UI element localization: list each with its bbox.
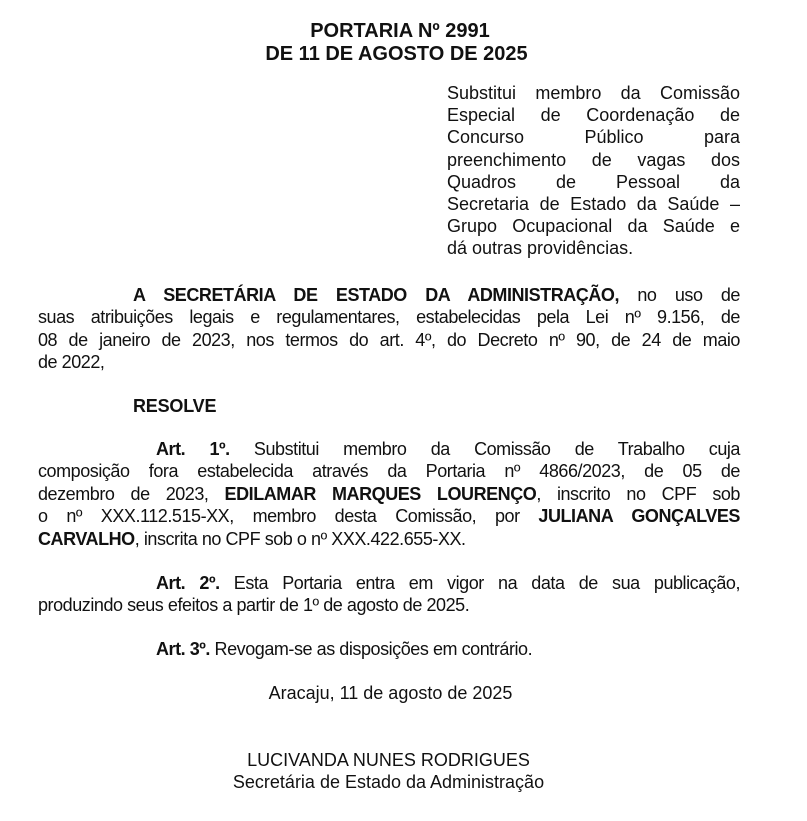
- article-2: [38, 572, 740, 617]
- city-date: Aracaju, 11 de agosto de 2025: [268, 683, 513, 703]
- preamble-text: de 2022,: [38, 352, 105, 373]
- resolve-heading: RESOLVE: [133, 396, 217, 416]
- ementa-line: Concurso Público para: [447, 127, 740, 148]
- ementa-line: preenchimento de vagas dos: [447, 149, 740, 170]
- article-text: Substitui membro da Comissão de Trabalho cuja: [229, 439, 740, 459]
- article-text: , inscrito no CPF sob: [536, 483, 740, 504]
- article-text: produzindo seus efeitos a partir de 1º de agosto de 2025.: [38, 595, 470, 616]
- article-3: [38, 638, 740, 660]
- outgoing-member-name: EDILAMAR MARQUES LOURENÇO: [224, 483, 537, 504]
- article-text: o nº XXX.112.515-XX, membro desta Comissão, por: [38, 506, 539, 527]
- signer-name: LUCIVANDA NUNES RODRIGUES: [247, 750, 530, 770]
- preamble-text: 08 de janeiro de 2023, nos termos do art. 4º, do Decreto nº 90, de 24 de maio: [38, 329, 740, 350]
- article-label: Art. 1º.: [156, 439, 230, 459]
- document-date-title: DE 11 DE AGOSTO DE 2025: [265, 43, 528, 65]
- ementa-line: Especial de Coordenação de: [447, 105, 740, 126]
- ementa-line: Substitui membro da Comissão: [447, 83, 740, 103]
- article-text: Revogam-se as disposições em contrário.: [210, 639, 533, 659]
- authority-name: A SECRETÁRIA DE ESTADO DA ADMINISTRAÇÃO,: [133, 285, 620, 305]
- signer-role: Secretária de Estado da Administração: [232, 772, 545, 792]
- article-label: Art. 3º.: [156, 639, 210, 659]
- ementa-line: dá outras providências.: [447, 238, 634, 259]
- preamble-text: no uso de: [619, 285, 740, 305]
- preamble-text: suas atribuições legais e regulamentares, estabelecidas pela Lei nº 9.156, de: [38, 307, 740, 328]
- ementa-line: Secretaria de Estado da Saúde –: [447, 194, 740, 215]
- ementa: [447, 82, 740, 260]
- ementa-line: Quadros de Pessoal da: [447, 171, 740, 192]
- preamble-paragraph: [38, 284, 740, 374]
- incoming-member-name: JULIANA GONÇALVES: [538, 506, 740, 527]
- article-text: dezembro de 2023,: [38, 483, 225, 504]
- incoming-member-name: CARVALHO: [38, 528, 135, 549]
- document-title: PORTARIA Nº 2991: [310, 20, 490, 42]
- article-1: [38, 438, 740, 550]
- article-text: Esta Portaria entra em vigor na data de sua publicação,: [219, 573, 740, 593]
- article-label: Art. 2º.: [156, 573, 220, 593]
- article-text: composição fora estabelecida através da Portaria nº 4866/2023, de 05 de: [38, 461, 740, 482]
- article-text: , inscrita no CPF sob o nº XXX.422.655-XX.: [134, 528, 466, 549]
- ementa-line: Grupo Ocupacional da Saúde e: [447, 216, 740, 237]
